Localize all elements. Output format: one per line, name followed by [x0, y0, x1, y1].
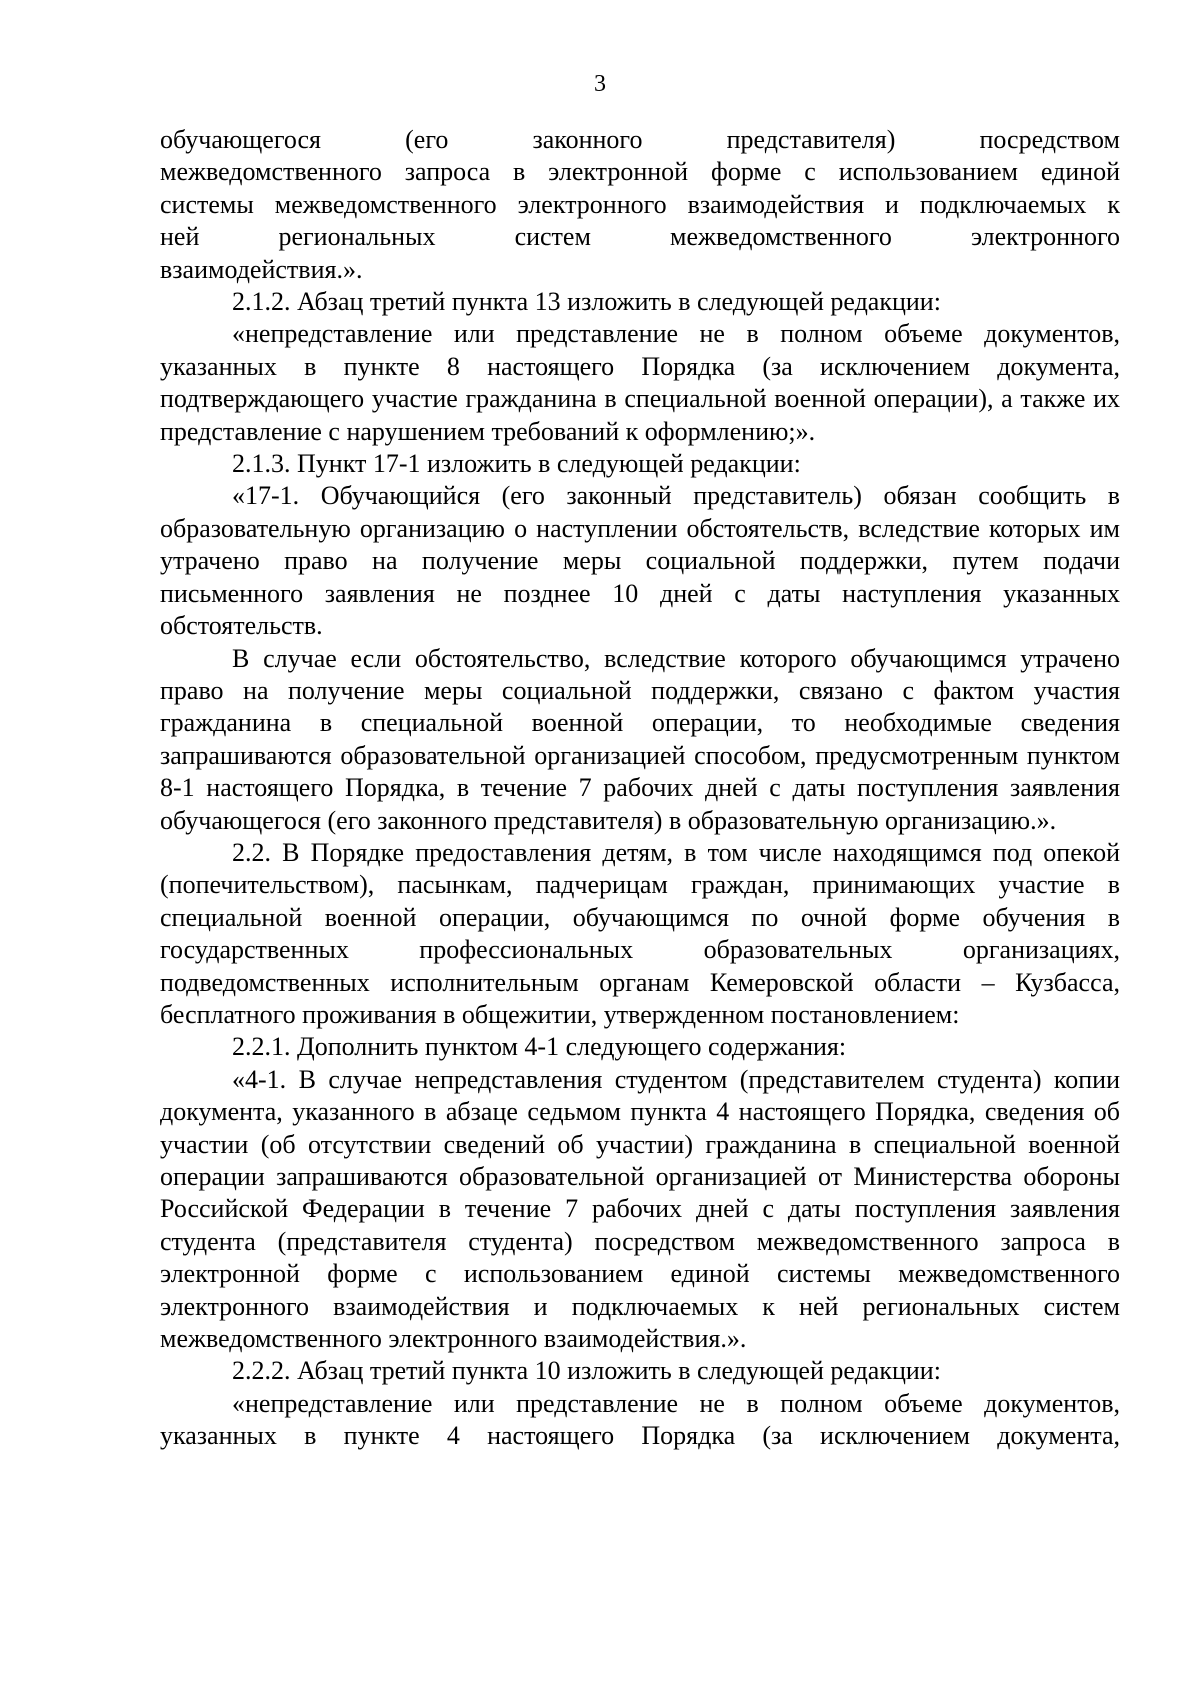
paragraph: 2.2.1. Дополнить пунктом 4-1 следующего содержания:	[232, 1032, 847, 1062]
paragraph: «4-1. В случае непредставления студентом (представителем студента) копии документа, указанного в абзаце седьмом пункта 4 настоящего Порядка, сведения об участии (об отсутствии сведений об участии) гражданина в специальной военной операции запрашиваются образовательной организацией от Министерства обороны Российской Федерации в течение 7 рабочих дней с даты поступления заявления студента (представителя студента) посредством межведомственного запроса в электронной форме с использованием единой системы межведомственного электронного взаимодействия и подключаемых к ней региональных систем межведомственного электронного взаимодействия.».	[160, 1064, 1120, 1354]
paragraph: 2.1.2. Абзац третий пункта 13 изложить в следующей редакции:	[232, 287, 941, 317]
text-line: межведомственного запроса в электронной форме с использованием единой	[160, 157, 1120, 187]
paragraph: 2.2. В Порядке предоставления детям, в том числе находящимся под опекой (попечительством), пасынкам, падчерицам граждан, принимающих участие в специальной военной операции, обучающимся по очной форме обучения в государственных профессиональных образовательных организациях, подведомственных исполнительным органам Кемеровской области – Кузбасса, бесплатного проживания в общежитии, утвержденном постановлением:	[160, 837, 1120, 1029]
text-line: системы межведомственного электронного взаимодействия и подключаемых к	[160, 189, 1120, 219]
text-line: взаимодействия.».	[160, 254, 363, 284]
document-body	[160, 124, 1120, 1453]
paragraph: «17-1. Обучающийся (его законный представитель) обязан сообщить в образовательную организацию о наступлении обстоятельств, вследствие которых им утрачено право на получение меры социальной поддержки, путем подачи письменного заявления не позднее 10 дней с даты наступления указанных обстоятельств.	[160, 481, 1120, 641]
paragraph: 2.2.2. Абзац третий пункта 10 изложить в следующей редакции:	[232, 1356, 941, 1386]
paragraph: 2.1.3. Пункт 17-1 изложить в следующей редакции:	[232, 449, 801, 479]
page-number: 3	[594, 71, 606, 97]
text-line: обучающегося (его законного представителя) посредством	[160, 125, 1120, 154]
paragraph: «непредставление или представление не в полном объеме документов, указанных в пункте 8 настоящего Порядка (за исключением документа, подтверждающего участие гражданина в специальной военной операции), а также их представление с нарушением требований к оформлению;».	[160, 319, 1120, 446]
paragraph: В случае если обстоятельство, вследствие которого обучающимся утрачено право на получение меры социальной поддержки, связано с фактом участия гражданина в специальной военной операции, то необходимые сведения запрашиваются образовательной организацией способом, предусмотренным пунктом 8-1 настоящего Порядка, в течение 7 рабочих дней с даты поступления заявления обучающегося (его законного представителя) в образовательную организацию.».	[160, 643, 1120, 835]
paragraph-continuation	[160, 124, 1120, 286]
text-line: ней региональных систем межведомственного электронного	[160, 222, 1120, 252]
paragraph-truncated: «непредставление или представление не в полном объеме документов, указанных в пункте 4 настоящего Порядка (за исключением документа,	[160, 1388, 1120, 1451]
